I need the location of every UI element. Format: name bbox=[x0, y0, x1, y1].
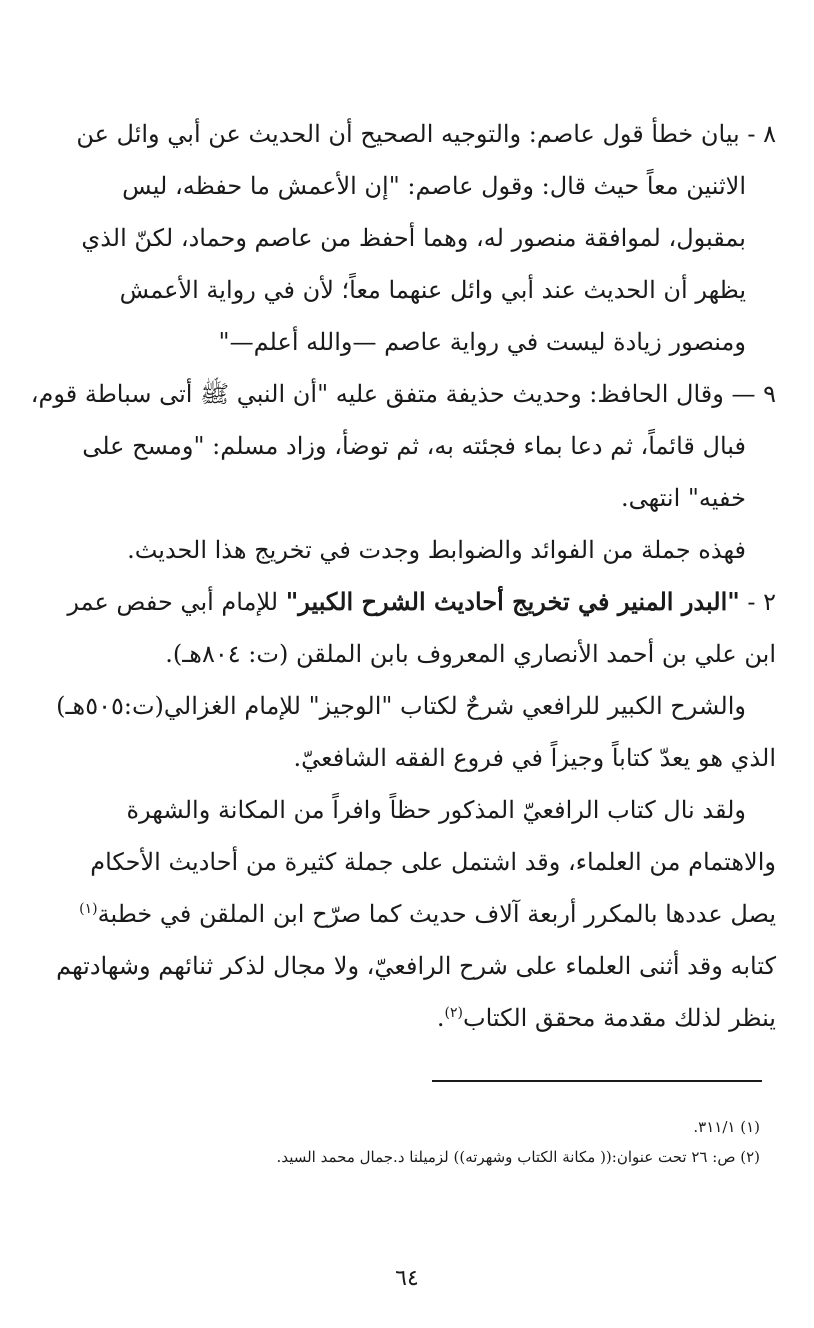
text-line: الاثنين معاً حيث قال: وقول عاصم: "إن الأعمش ما حفظه، ليس bbox=[122, 172, 746, 200]
text-line: خفيه" انتهى. bbox=[620, 484, 746, 512]
main-text bbox=[30, 108, 776, 1044]
text-line: والشرح الكبير للرافعي شرحٌ لكتاب "الوجيز" للإمام الغزالي(ت:٥٠٥هـ) bbox=[56, 692, 746, 720]
text-line: بمقبول، لموافقة منصور له، وهما أحفظ من عاصم وحماد، لكنّ الذي bbox=[81, 224, 746, 252]
text-line: ولقد نال كتاب الرافعيّ المذكور حظاً وافراً من المكانة والشهرة bbox=[126, 796, 746, 824]
text-line: الذي هو يعدّ كتاباً وجيزاً في فروع الفقه الشافعيّ. bbox=[293, 744, 776, 772]
text-line: فبال قائماً، ثم دعا بماء فجئته به، ثم توضأ، وزاد مسلم: "ومسح على bbox=[82, 432, 746, 460]
text-line: ٩ — وقال الحافظ: وحديث حذيفة متفق عليه "أن النبي ﷺ أتى سباطة قوم، bbox=[30, 380, 776, 408]
page-number: ٦٤ bbox=[395, 1266, 419, 1291]
text-line: فهذه جملة من الفوائد والضوابط وجدت في تخريج هذا الحديث. bbox=[127, 536, 746, 564]
text-line: كتابه وقد أثنى العلماء على شرح الرافعيّ، ولا مجال لذكر ثنائهم وشهادتهم bbox=[56, 952, 776, 980]
text-line: والاهتمام من العلماء، وقد اشتمل على جملة كثيرة من أحاديث الأحكام bbox=[90, 848, 776, 876]
text-line bbox=[60, 992, 776, 1044]
text-line: ٨ - بيان خطأ قول عاصم: والتوجيه الصحيح أن الحديث عن أبي وائل عن bbox=[76, 120, 776, 148]
footnote: (٢) ص: ٢٦ تحت عنوان:(( مكانة الكتاب وشهرته)) لزميلنا د.جمال محمد السيد. bbox=[276, 1148, 760, 1166]
book-title: "البدر المنير في تخريج أحاديث الشرح الكبير" bbox=[285, 587, 740, 616]
footnote-ref: (٢) bbox=[444, 1005, 463, 1021]
footnote-separator bbox=[432, 1080, 762, 1082]
footnote-ref: (١) bbox=[79, 901, 98, 917]
text-span: . bbox=[436, 1004, 445, 1032]
footnotes bbox=[60, 1112, 760, 1172]
text-span: ينظر لذلك مقدمة محقق الكتاب bbox=[462, 1004, 776, 1032]
text-line: ابن علي بن أحمد الأنصاري المعروف بابن الملقن (ت: ٨٠٤هـ). bbox=[165, 640, 776, 668]
text-line: ومنصور زيادة ليست في رواية عاصم —والله أعلم—" bbox=[218, 328, 746, 356]
footnote: (١) ٣١١/١. bbox=[693, 1118, 760, 1136]
text-line: يظهر أن الحديث عند أبي وائل عنهما معاً؛ لأن في رواية الأعمش bbox=[119, 276, 746, 304]
text-line bbox=[60, 888, 776, 940]
section-heading bbox=[60, 576, 776, 628]
heading-rest: للإمام أبي حفص عمر bbox=[67, 588, 286, 616]
text-span: يصل عددها بالمكرر أربعة آلاف حديث كما صرّح ابن الملقن في خطبة bbox=[97, 900, 776, 928]
heading-number: ٢ - bbox=[739, 588, 776, 616]
